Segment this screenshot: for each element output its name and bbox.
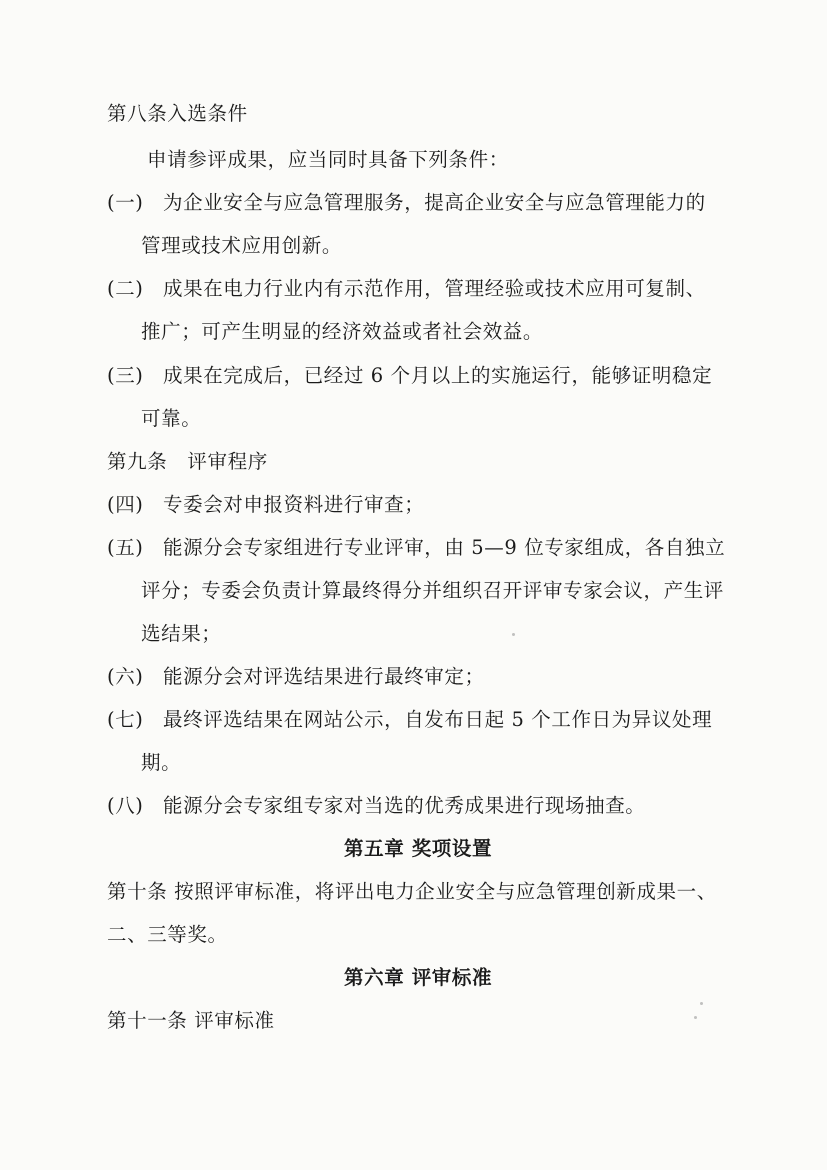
article-10-line-1: 第十条 按照评审标准，将评出电力企业安全与应急管理创新成果一、 [107, 880, 717, 903]
scan-speck [694, 1016, 697, 1019]
article-10-line-2: 二、三等奖。 [107, 923, 228, 946]
condition-2-number: (二) [107, 277, 144, 300]
procedure-7-text-line-2: 期。 [141, 751, 182, 774]
procedure-4-text-line-1: 专委会对申报资料进行审查； [163, 493, 425, 516]
condition-1-text-line-1: 为企业安全与应急管理服务，提高企业安全与应急管理能力的 [163, 191, 706, 214]
condition-2-text-line-2: 推广；可产生明显的经济效益或者社会效益。 [141, 320, 544, 343]
procedure-5-text-line-2: 评分；专委会负责计算最终得分并组织召开评审专家会议，产生评 [141, 579, 724, 602]
condition-3-number: (三) [107, 364, 144, 387]
condition-1-text-line-2: 管理或技术应用创新。 [141, 234, 343, 257]
condition-1-number: (一) [107, 191, 144, 214]
condition-3-text-line-2: 可靠。 [141, 407, 202, 430]
procedure-5-number: (五) [107, 536, 144, 559]
procedure-7-text-line-1: 最终评选结果在网站公示，自发布日起 5 个工作日为异议处理 [163, 708, 713, 731]
procedure-8-number: (八) [107, 794, 144, 817]
procedure-6-number: (六) [107, 665, 144, 688]
article-11-title: 第十一条 评审标准 [107, 1009, 275, 1032]
procedure-7-number: (七) [107, 708, 144, 731]
scan-speck [512, 633, 515, 636]
procedure-4-number: (四) [107, 493, 144, 516]
article-8-title: 第八条入选条件 [107, 102, 248, 125]
procedure-8-text-line-1: 能源分会专家组专家对当选的优秀成果进行现场抽查。 [163, 794, 646, 817]
scan-speck [700, 1002, 703, 1005]
procedure-5-text-line-1: 能源分会专家组进行专业评审，由 5—9 位专家组成，各自独立 [163, 536, 726, 559]
procedure-6-text-line-1: 能源分会对评选结果进行最终审定； [163, 665, 485, 688]
article-9-title: 第九条 评审程序 [107, 450, 268, 473]
chapter-6-title: 第六章 评审标准 [344, 966, 493, 989]
condition-3-text-line-1: 成果在完成后，已经过 6 个月以上的实施运行，能够证明稳定 [163, 364, 713, 387]
article-8-intro: 申请参评成果，应当同时具备下列条件： [147, 148, 509, 171]
procedure-5-text-line-3: 选结果； [141, 622, 222, 645]
chapter-5-title: 第五章 奖项设置 [344, 837, 493, 860]
condition-2-text-line-1: 成果在电力行业内有示范作用，管理经验或技术应用可复制、 [163, 277, 706, 300]
